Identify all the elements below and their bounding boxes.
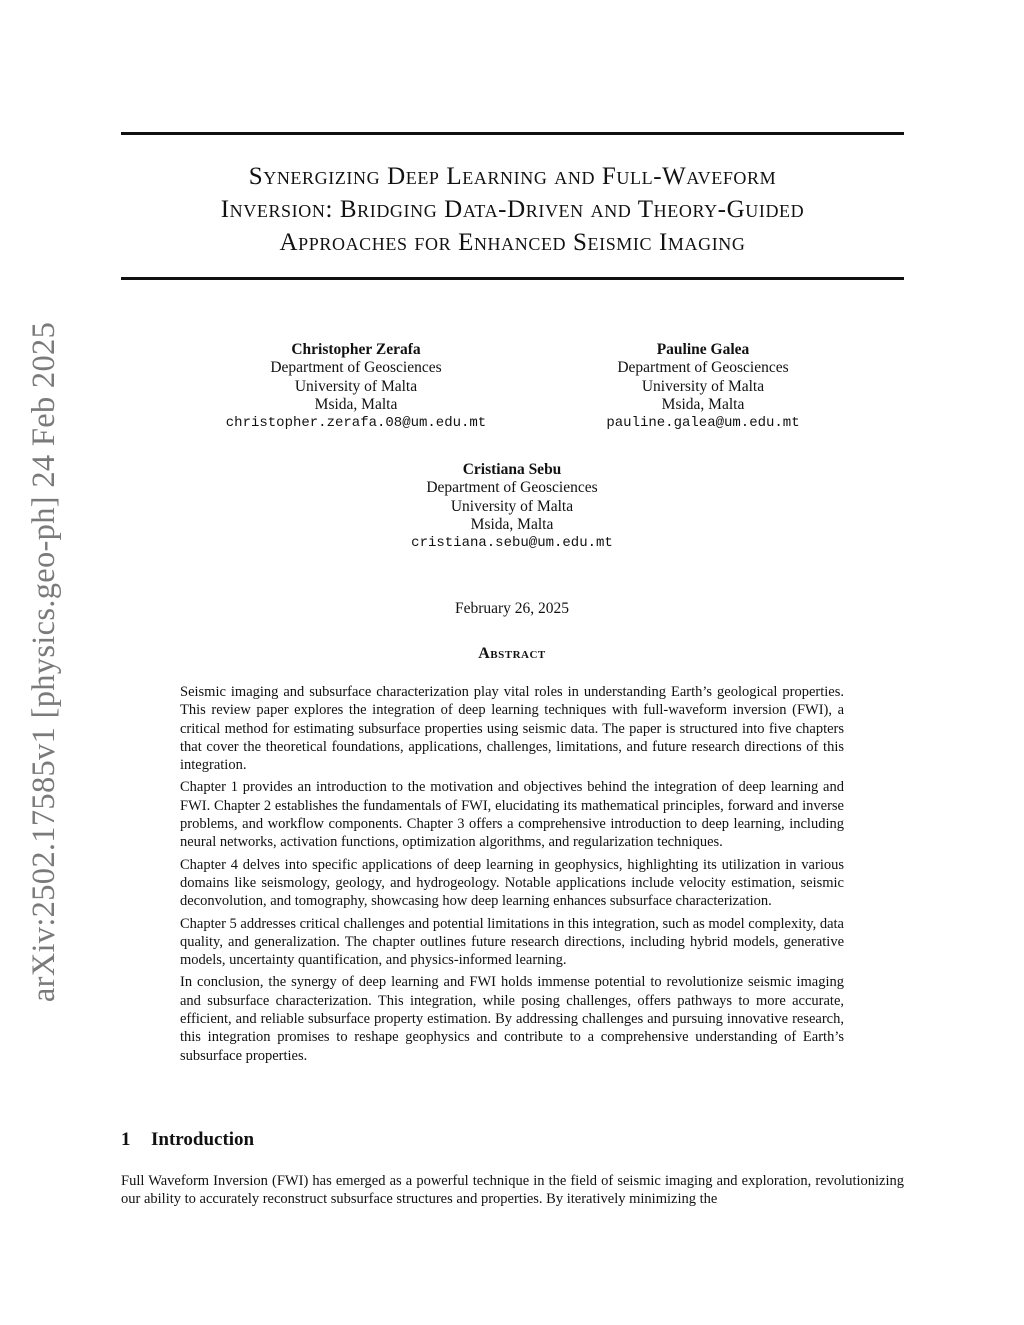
paper-title: [121, 160, 904, 259]
publication-date: February 26, 2025: [454, 600, 570, 617]
abstract-paragraph: In conclusion, the synergy of deep learning and FWI holds immense potential to revolutionize seismic imaging and subsurface characterization. This integration, while posing challenges, offers pathways to more accurate, efficient, and reliable subsurface property estimation. By addressing challenges and pursuing innovative research, this integration promises to reshape geophysics and contribute to a comprehensive understanding of Earth’s subsurface properties.: [180, 974, 844, 1064]
author-department: Department of Geosciences: [426, 479, 598, 497]
author-department: Department of Geosciences: [617, 359, 789, 377]
author-block: [206, 341, 506, 432]
abstract-heading: Abstract: [478, 645, 546, 662]
title-line: Synergizing Deep Learning and Full-Waveform: [248, 163, 777, 190]
author-location: Msida, Malta: [470, 515, 554, 533]
author-email[interactable]: pauline.galea@um.edu.mt: [606, 415, 800, 432]
section-paragraph: Full Waveform Inversion (FWI) has emerged as a powerful technique in the field of seismic imaging and exploration, revolutionizing our ability to accurately reconstruct subsurface structures and properties. By iteratively minimizing the: [121, 1173, 904, 1208]
author-block: [362, 461, 662, 552]
author-email[interactable]: cristiana.sebu@um.edu.mt: [411, 535, 613, 552]
title-bottom-rule: [121, 277, 904, 280]
author-email[interactable]: christopher.zerafa.08@um.edu.mt: [225, 415, 487, 432]
section-title: Introduction: [151, 1129, 255, 1150]
author-university: University of Malta: [294, 377, 418, 395]
author-location: Msida, Malta: [661, 395, 745, 413]
title-line: Inversion: Bridging Data-Driven and Theory-Guided: [220, 196, 805, 223]
title-line: Approaches for Enhanced Seismic Imaging: [279, 229, 746, 256]
author-name: Christopher Zerafa: [291, 341, 421, 358]
arxiv-identifier: arXiv:2502.17585v1 [physics.geo-ph] 24 Feb 2025: [26, 321, 62, 1003]
author-block: [553, 341, 853, 432]
abstract-paragraph: Chapter 5 addresses critical challenges and potential limitations in this integration, such as model complexity, data quality, and generalization. The chapter outlines future research directions, including hybrid models, generative models, uncertainty quantification, and physics-informed learning.: [180, 915, 844, 969]
author-department: Department of Geosciences: [270, 359, 442, 377]
abstract-paragraph: Seismic imaging and subsurface characterization play vital roles in understanding Earth’s geological properties. This review paper explores the integration of deep learning techniques with full-waveform inversion (FWI), a critical method for estimating subsurface properties using seismic data. The paper is structured into five chapters that cover the theoretical foundations, applications, challenges, limitations, and future research directions of this integration.: [180, 684, 844, 774]
author-name: Pauline Galea: [656, 341, 750, 358]
abstract-body: [180, 683, 844, 1069]
section-number: 1: [121, 1129, 131, 1150]
author-university: University of Malta: [641, 377, 765, 395]
abstract-paragraph: Chapter 4 delves into specific applications of deep learning in geophysics, highlighting its utilization in various domains like seismology, geology, and hydrogeology. Notable applications include velocity estimation, seismic deconvolution, and tomography, showcasing how deep learning enhances subsurface characterization.: [180, 856, 844, 910]
abstract-paragraph: Chapter 1 provides an introduction to the motivation and objectives behind the integration of deep learning and FWI. Chapter 2 establishes the fundamentals of FWI, elucidating its mathematical principles, forward and inverse problems, and workflow components. Chapter 3 offers a comprehensive introduction to deep learning, including neural networks, activation functions, optimization algorithms, and regularization techniques.: [180, 779, 844, 851]
author-name: Cristiana Sebu: [462, 461, 562, 478]
title-top-rule: [121, 132, 904, 135]
author-university: University of Malta: [450, 497, 574, 515]
section-body: [121, 1172, 904, 1209]
author-location: Msida, Malta: [314, 395, 398, 413]
section-heading: [121, 1129, 254, 1151]
